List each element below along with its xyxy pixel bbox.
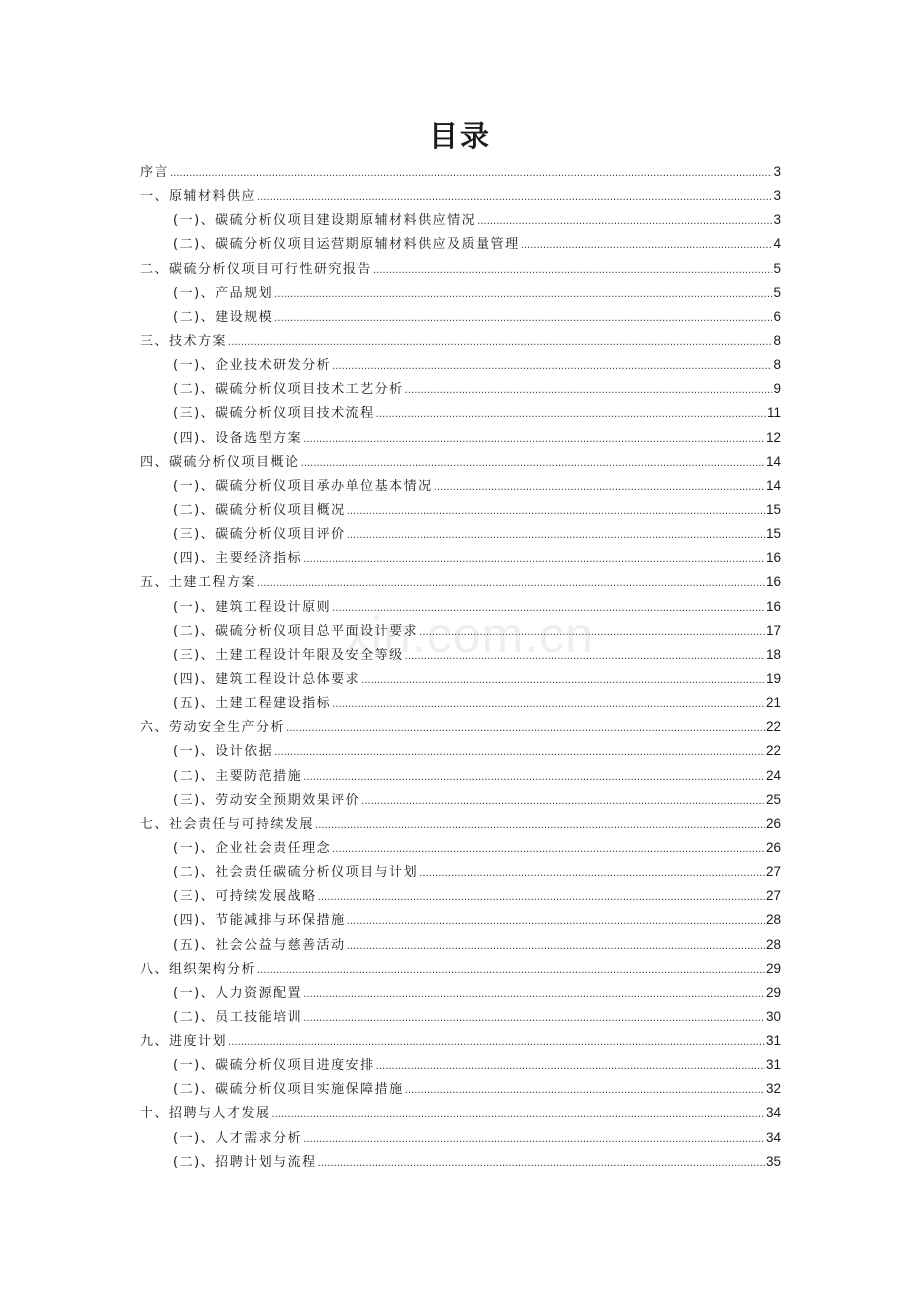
toc-dot-leader: [315, 814, 765, 838]
toc-section-entry[interactable]: [140, 933, 781, 957]
toc-entry-label: 三、技术方案: [140, 333, 228, 349]
toc-page-number: 6: [773, 308, 781, 324]
toc-entry-label: (四)、主要经济指标: [173, 551, 303, 567]
toc-chapter-entry[interactable]: [140, 1029, 781, 1053]
toc-page-number: 14: [765, 477, 781, 493]
toc-chapter-entry[interactable]: [140, 160, 781, 184]
toc-entry-label: 一、原辅材料供应: [140, 189, 257, 205]
toc-page-number: 18: [765, 646, 781, 662]
toc-entry-label: (四)、设备选型方案: [173, 430, 303, 446]
toc-dot-leader: [257, 959, 765, 983]
toc-section-entry[interactable]: [140, 1053, 781, 1077]
toc-section-entry[interactable]: [140, 643, 781, 667]
toc-page-number: 22: [765, 719, 781, 735]
toc-chapter-entry[interactable]: [140, 570, 781, 594]
toc-page-number: 26: [765, 839, 781, 855]
toc-section-entry[interactable]: [140, 908, 781, 932]
toc-dot-leader: [477, 210, 772, 234]
toc-entry-label: (五)、土建工程建设指标: [173, 696, 332, 712]
toc-page-number: 34: [765, 1105, 781, 1121]
toc-dot-leader: [347, 524, 765, 548]
toc-section-entry[interactable]: [140, 788, 781, 812]
toc-section-entry[interactable]: [140, 401, 781, 425]
toc-dot-leader: [376, 1055, 765, 1079]
toc-entry-label: (二)、建设规模: [173, 309, 274, 325]
toc-dot-leader: [361, 790, 765, 814]
toc-page-number: 35: [765, 1153, 781, 1169]
toc-chapter-entry[interactable]: [140, 715, 781, 739]
toc-dot-leader: [257, 572, 765, 596]
toc-entry-label: (一)、碳硫分析仪项目进度安排: [173, 1058, 375, 1074]
toc-entry-label: (一)、人才需求分析: [173, 1130, 303, 1146]
toc-chapter-entry[interactable]: [140, 1101, 781, 1125]
toc-dot-leader: [303, 1007, 765, 1031]
toc-dot-leader: [521, 234, 773, 258]
toc-entry-label: 四、碳硫分析仪项目概论: [140, 454, 300, 470]
toc-entry-label: 序言: [140, 165, 170, 180]
toc-page-number: 29: [765, 960, 781, 976]
toc-section-entry[interactable]: [140, 691, 781, 715]
toc-entry-label: (四)、节能减排与环保措施: [173, 913, 346, 929]
toc-dot-leader: [434, 476, 765, 500]
toc-dot-leader: [170, 162, 772, 186]
toc-dot-leader: [419, 862, 765, 886]
toc-section-entry[interactable]: [140, 739, 781, 763]
toc-dot-leader: [257, 186, 772, 210]
toc-entry-label: (一)、建筑工程设计原则: [173, 599, 332, 615]
toc-entry-label: (三)、碳硫分析仪项目评价: [173, 527, 346, 543]
toc-dot-leader: [405, 379, 773, 403]
toc-dot-leader: [272, 1103, 765, 1127]
toc-dot-leader: [405, 645, 765, 669]
toc-chapter-entry[interactable]: [140, 257, 781, 281]
toc-dot-leader: [347, 500, 765, 524]
toc-dot-leader: [286, 717, 765, 741]
toc-page-number: 15: [765, 501, 781, 517]
toc-page-number: 3: [773, 188, 781, 204]
toc-page-number: 8: [773, 332, 781, 348]
toc-chapter-entry[interactable]: [140, 812, 781, 836]
toc-page-number: 3: [773, 212, 781, 228]
toc-entry-label: (二)、碳硫分析仪项目概况: [173, 502, 346, 518]
toc-page-number: 21: [765, 695, 781, 711]
toc-entry-label: (二)、员工技能培训: [173, 1009, 303, 1025]
toc-page-number: 24: [765, 767, 781, 783]
toc-entry-label: (三)、劳动安全预期效果评价: [173, 792, 361, 808]
toc-entry-label: (一)、人力资源配置: [173, 985, 303, 1001]
toc-page-number: 34: [765, 1129, 781, 1145]
page-title: 目录: [428, 119, 491, 153]
toc-page-number: 28: [765, 912, 781, 928]
toc-page-number: 5: [773, 260, 781, 276]
toc-entry-label: 八、组织架构分析: [140, 961, 257, 977]
toc-page-number: 19: [765, 670, 781, 686]
toc-page-number: 14: [765, 453, 781, 469]
toc-page-number: 29: [765, 984, 781, 1000]
toc-section-entry[interactable]: [140, 305, 781, 329]
toc-dot-leader: [318, 886, 765, 910]
toc-entry-label: (二)、碳硫分析仪项目技术工艺分析: [173, 382, 404, 398]
toc-dot-leader: [303, 766, 765, 790]
toc-entry-label: (三)、土建工程设计年限及安全等级: [173, 647, 404, 663]
toc-section-entry[interactable]: [140, 981, 781, 1005]
toc-dot-leader: [274, 741, 765, 765]
table-of-contents: [140, 160, 781, 1174]
toc-section-entry[interactable]: [140, 667, 781, 691]
toc-page-number: 16: [765, 574, 781, 590]
toc-chapter-entry[interactable]: [140, 184, 781, 208]
toc-page-number: 31: [765, 1057, 781, 1073]
toc-dot-leader: [274, 307, 772, 331]
toc-section-entry[interactable]: [140, 595, 781, 619]
toc-dot-leader: [332, 838, 765, 862]
toc-section-entry[interactable]: [140, 474, 781, 498]
toc-dot-leader: [373, 259, 772, 283]
toc-section-entry[interactable]: [140, 281, 781, 305]
toc-dot-leader: [332, 355, 772, 379]
toc-dot-leader: [301, 452, 765, 476]
toc-dot-leader: [405, 1079, 765, 1103]
toc-entry-label: (二)、招聘计划与流程: [173, 1154, 317, 1170]
toc-section-entry[interactable]: [140, 546, 781, 570]
toc-page-number: 3: [773, 164, 781, 179]
toc-entry-label: (三)、碳硫分析仪项目技术流程: [173, 406, 375, 422]
toc-dot-leader: [419, 621, 765, 645]
watermark: xin.com.cn: [345, 607, 594, 663]
toc-page-number: 27: [765, 864, 781, 880]
toc-page-number: 27: [765, 888, 781, 904]
toc-dot-leader: [228, 1031, 765, 1055]
toc-chapter-entry[interactable]: [140, 329, 781, 353]
toc-chapter-entry[interactable]: [140, 957, 781, 981]
toc-page-number: 5: [773, 284, 781, 300]
toc-entry-label: (一)、企业社会责任理念: [173, 840, 332, 856]
toc-section-entry[interactable]: [140, 764, 781, 788]
toc-page-number: 15: [765, 526, 781, 542]
toc-page-number: 31: [765, 1033, 781, 1049]
toc-dot-leader: [303, 1128, 765, 1152]
toc-page-number: 4: [773, 236, 781, 252]
toc-dot-leader: [332, 693, 765, 717]
toc-entry-label: (一)、产品规划: [173, 285, 274, 301]
toc-page-number: 17: [765, 622, 781, 638]
toc-entry-label: (二)、主要防范措施: [173, 768, 303, 784]
toc-entry-label: 九、进度计划: [140, 1034, 228, 1050]
toc-page-number: 32: [765, 1081, 781, 1097]
toc-dot-leader: [303, 548, 765, 572]
toc-entry-label: (一)、碳硫分析仪项目建设期原辅材料供应情况: [173, 213, 477, 229]
toc-section-entry[interactable]: [140, 619, 781, 643]
toc-page-number: 28: [765, 936, 781, 952]
toc-page-number: 16: [765, 550, 781, 566]
toc-section-entry[interactable]: [140, 426, 781, 450]
toc-entry-label: (三)、可持续发展战略: [173, 889, 317, 905]
toc-section-entry[interactable]: [140, 232, 781, 256]
toc-dot-leader: [303, 428, 765, 452]
toc-page-number: 11: [766, 405, 781, 421]
toc-section-entry[interactable]: [140, 377, 781, 401]
toc-section-entry[interactable]: [140, 498, 781, 522]
toc-entry-label: (二)、碳硫分析仪项目运营期原辅材料供应及质量管理: [173, 237, 520, 253]
toc-entry-label: (一)、企业技术研发分析: [173, 358, 332, 374]
toc-page-number: 9: [773, 381, 781, 397]
toc-page-number: 16: [765, 598, 781, 614]
toc-dot-leader: [318, 1152, 765, 1176]
toc-chapter-entry[interactable]: [140, 450, 781, 474]
toc-entry-label: (一)、碳硫分析仪项目承办单位基本情况: [173, 478, 433, 494]
toc-dot-leader: [332, 597, 765, 621]
toc-section-entry[interactable]: [140, 860, 781, 884]
toc-entry-label: 十、招聘与人才发展: [140, 1106, 271, 1122]
toc-entry-label: 七、社会责任与可持续发展: [140, 816, 315, 832]
toc-entry-label: (二)、碳硫分析仪项目总平面设计要求: [173, 623, 419, 639]
toc-dot-leader: [303, 983, 765, 1007]
toc-page-number: 12: [765, 429, 781, 445]
toc-dot-leader: [347, 910, 765, 934]
toc-section-entry[interactable]: [140, 836, 781, 860]
toc-dot-leader: [228, 331, 772, 355]
toc-section-entry[interactable]: [140, 884, 781, 908]
toc-entry-label: (一)、设计依据: [173, 744, 274, 760]
toc-entry-label: 六、劳动安全生产分析: [140, 720, 286, 736]
toc-page-number: 25: [765, 791, 781, 807]
toc-dot-leader: [274, 283, 772, 307]
toc-page-number: 22: [765, 743, 781, 759]
toc-section-entry[interactable]: [140, 1005, 781, 1029]
toc-entry-label: (四)、建筑工程设计总体要求: [173, 671, 361, 687]
toc-section-entry[interactable]: [140, 353, 781, 377]
toc-section-entry[interactable]: [140, 1150, 781, 1174]
toc-dot-leader: [347, 935, 765, 959]
toc-section-entry[interactable]: [140, 208, 781, 232]
toc-section-entry[interactable]: [140, 1126, 781, 1150]
toc-section-entry[interactable]: [140, 522, 781, 546]
toc-page-number: 8: [773, 357, 781, 373]
toc-entry-label: (二)、碳硫分析仪项目实施保障措施: [173, 1082, 404, 1098]
toc-entry-label: (二)、社会责任碳硫分析仪项目与计划: [173, 865, 419, 881]
toc-entry-label: 五、土建工程方案: [140, 575, 257, 591]
toc-page-number: 26: [765, 815, 781, 831]
toc-entry-label: (五)、社会公益与慈善活动: [173, 937, 346, 953]
toc-dot-leader: [361, 669, 765, 693]
toc-dot-leader: [376, 403, 766, 427]
toc-page-number: 30: [765, 1008, 781, 1024]
toc-section-entry[interactable]: [140, 1077, 781, 1101]
toc-entry-label: 二、碳硫分析仪项目可行性研究报告: [140, 261, 373, 277]
